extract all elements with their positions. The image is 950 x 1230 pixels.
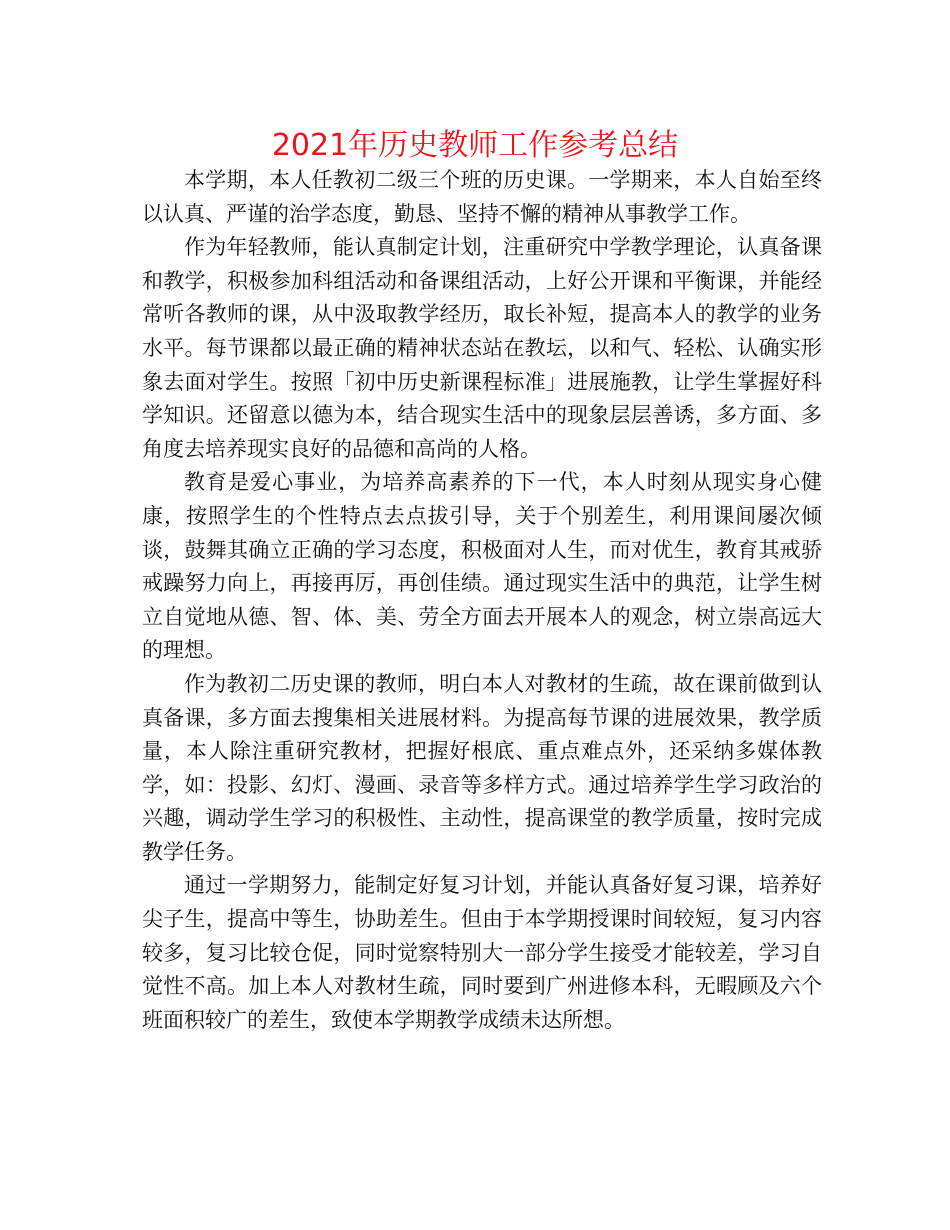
- paragraph-4: 作为教初二历史课的教师，明白本人对教材的生疏，故在课前做到认真备课，多方面去搜集相关进展材料。为提高每节课的进展效果，教学质量，本人除注重研究教材，把握好根底、重点难点外，还采纳多媒体教学，如：投影、幻灯、漫画、录音等多样方式。通过培养学生学习政治的兴趣，调动学生学习的积极性、主动性，提高课堂的教学质量，按时完成教学任务。: [142, 671, 822, 864]
- paragraph-5: 通过一学期努力，能制定好复习计划，并能认真备好复习课，培养好尖子生，提高中等生，协助差生。但由于本学期授课时间较短，复习内容较多，复习比较仓促，同时觉察特别大一部分学生接受才能较差，学习自觉性不高。加上本人对教材生疏，同时要到广州进修本科，无暇顾及六个班面积较广的差生，致使本学期教学成绩未达所想。: [142, 873, 822, 1032]
- paragraph-2: 作为年轻教师，能认真制定计划，注重研究中学教学理论，认真备课和教学，积极参加科组活动和备课组活动，上好公开课和平衡课，并能经常听各教师的课，从中汲取教学经历，取长补短，提高本人的教学的业务水平。每节课都以最正确的精神状态站在教坛，以和气、轻松、认确实形象去面对学生。按照「初中历史新课程标准」进展施教，让学生掌握好科学知识。还留意以德为本，结合现实生活中的现象层层善诱，多方面、多角度去培养现实良好的品德和高尚的人格。: [142, 235, 822, 461]
- paragraph-1: 本学期，本人任教初二级三个班的历史课。一学期来，本人自始至终以认真、严谨的治学态度，勤恳、坚持不懈的精神从事教学工作。: [142, 168, 822, 226]
- paragraph-3: 教育是爱心事业，为培养高素养的下一代，本人时刻从现实身心健康，按照学生的个性特点去点拔引导，关于个别差生，利用课间屡次倾谈，鼓舞其确立正确的学习态度，积极面对人生，而对优生，教育其戒骄戒躁努力向上，再接再厉，再创佳绩。通过现实生活中的典范，让学生树立自觉地从德、智、体、美、劳全方面去开展本人的观念，树立崇高远大的理想。: [142, 470, 822, 663]
- document-body: [142, 164, 822, 1037]
- document-title: 2021年历史教师工作参考总结: [271, 128, 679, 163]
